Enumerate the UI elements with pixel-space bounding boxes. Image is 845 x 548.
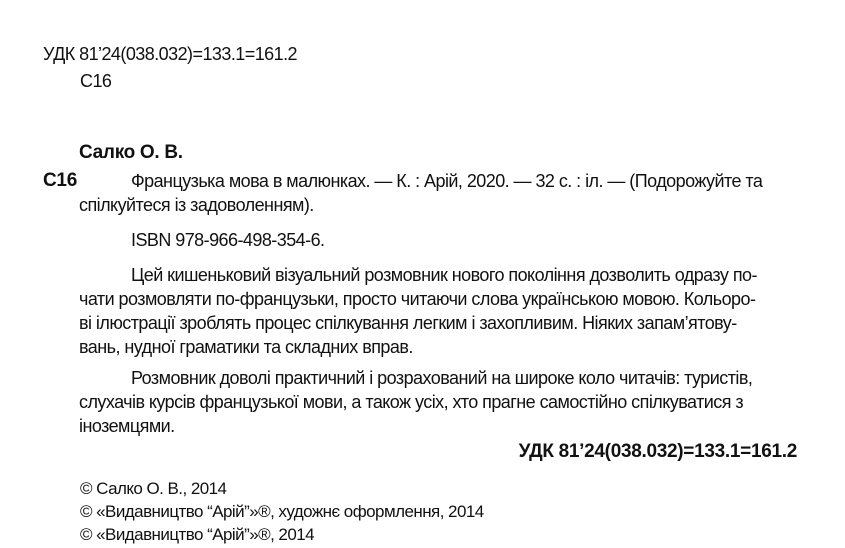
annotation-line-5: Розмовник доволі практичний і розрахований на широке коло читачів: туристів, [131, 368, 753, 388]
isbn: ISBN 978-966-498-354-6. [131, 230, 325, 250]
annotation-line-7: іноземцями. [79, 416, 175, 436]
bibliographic-description-line-2: спілкуйтеся із задоволенням). [79, 195, 314, 215]
copyright-line-3: © «Видавництво “Арій”»®, 2014 [80, 525, 315, 544]
udk-footer: УДК 81’24(038.032)=133.1=161.2 [518, 441, 797, 462]
bibliographic-description-line-1: Французька мова в малюнках. — К. : Арій, 2020. — 32 с. : іл. — (Подорожуйте та [131, 171, 763, 191]
annotation-line-1: Цей кишеньковий візуальний розмовник нового покоління дозволить одразу по- [131, 265, 757, 285]
udk-header: УДК 81’24(038.032)=133.1=161.2 [43, 44, 298, 64]
annotation-line-2: чати розмовляти по-французьки, просто читаючи слова українською мовою. Кольоро- [79, 289, 756, 309]
copyright-line-2: © «Видавництво “Арій”»®, художнє оформлення, 2014 [80, 502, 484, 521]
copyright-line-1: © Салко О. В., 2014 [80, 479, 227, 498]
annotation-line-4: вань, нудної граматики та складних вправ. [79, 337, 413, 357]
author-name: Салко О. В. [79, 142, 183, 163]
classification-code: С16 [80, 71, 112, 91]
author-mark: С16 [43, 170, 77, 191]
annotation-line-3: ві ілюстрації зроблять процес спілкування легким і захопливим. Ніяких запам’ятову- [79, 313, 737, 333]
annotation-line-6: слухачів курсів французької мови, а також усіх, хто прагне самостійно спілкуватися з [79, 392, 744, 412]
